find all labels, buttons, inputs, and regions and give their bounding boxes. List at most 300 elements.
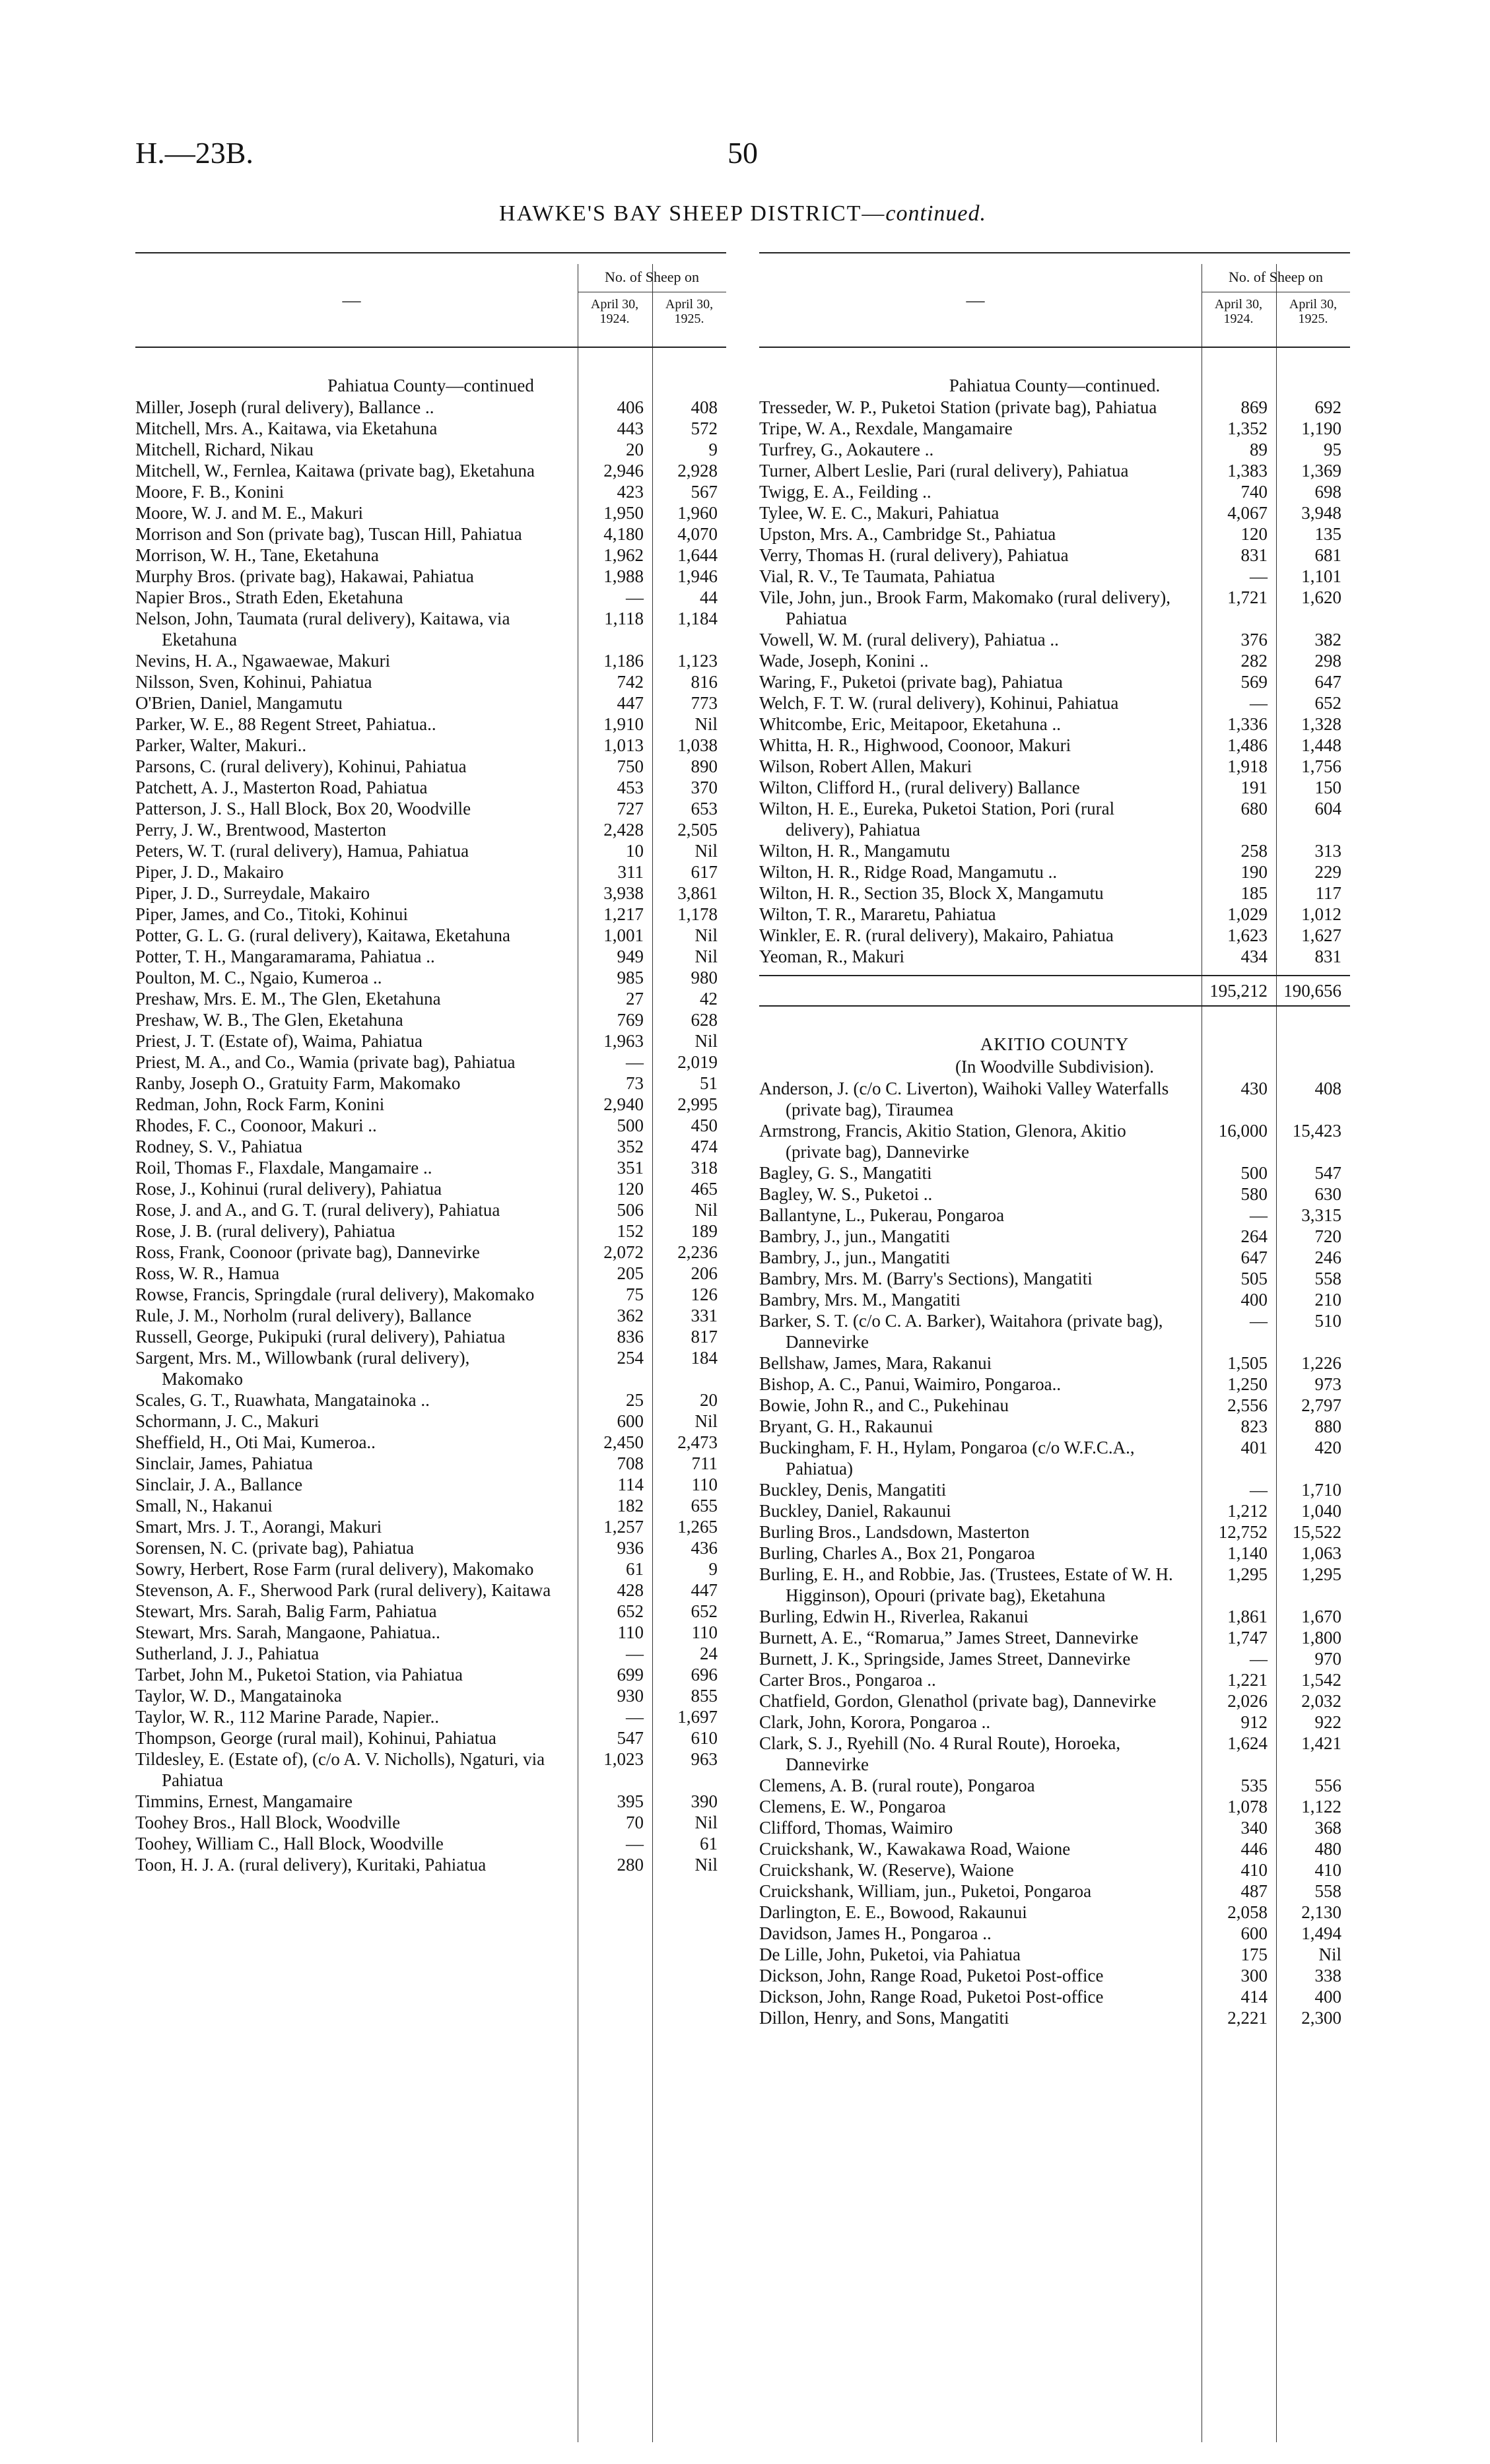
sheep-1924: 985 xyxy=(617,968,644,987)
sheep-1924: 1,001 xyxy=(603,925,644,945)
sheep-1925: 855 xyxy=(691,1686,718,1706)
table-row xyxy=(135,1136,726,1157)
table-row xyxy=(759,882,1350,904)
sheep-1924: 185 xyxy=(1240,883,1268,903)
sheep-1924: 1,336 xyxy=(1227,714,1268,734)
header-1924: April 30, 1924. xyxy=(590,297,639,326)
table-body xyxy=(135,348,726,1875)
sheep-1924: 836 xyxy=(617,1327,644,1347)
sheep-1924: 443 xyxy=(617,418,644,438)
table-row xyxy=(759,946,1350,967)
sheep-1925: 1,040 xyxy=(1301,1501,1341,1521)
table-row xyxy=(759,1268,1350,1289)
owner-name: Rodney, S. V., Pahiatua xyxy=(135,1137,303,1156)
table-row xyxy=(759,1120,1350,1162)
sheep-1925: 408 xyxy=(691,397,718,417)
sheep-1924: — xyxy=(626,1052,644,1072)
sheep-1925: 652 xyxy=(1314,693,1341,713)
table-row xyxy=(135,840,726,861)
table-row xyxy=(135,1748,726,1791)
table-row xyxy=(135,1812,726,1833)
owner-name: Vile, John, jun., Brook Farm, Makomako (rural delivery), Pahiatua xyxy=(759,587,1171,628)
header-dash: — xyxy=(342,290,361,311)
owner-name: Whitcombe, Eric, Meitapoor, Eketahuna .. xyxy=(759,714,1062,734)
sheep-1924: 453 xyxy=(617,778,644,797)
table-row xyxy=(759,714,1350,735)
table-row xyxy=(135,1009,726,1030)
owner-name: Toohey, William C., Hall Block, Woodville xyxy=(135,1834,444,1853)
table-row xyxy=(135,545,726,566)
sheep-1924: 1,257 xyxy=(603,1517,644,1537)
sheep-1924: — xyxy=(1250,1311,1268,1331)
sheep-1925: 711 xyxy=(691,1453,718,1473)
owner-name: Anderson, J. (c/o C. Liverton), Waihoki Valley Waterfalls (private bag), Tiraumea xyxy=(759,1079,1169,1119)
owner-name: Wilton, T. R., Mararetu, Pahiatua xyxy=(759,904,996,924)
owner-name: Toon, H. J. A. (rural delivery), Kuritaki, Pahiatua xyxy=(135,1855,487,1875)
sheep-1924: 191 xyxy=(1240,778,1268,797)
sheep-1925: 313 xyxy=(1314,841,1341,861)
header-1925: April 30, 1925. xyxy=(1289,297,1338,326)
owner-name: Ross, Frank, Coonoor (private bag), Dannevirke xyxy=(135,1242,480,1262)
table-row xyxy=(135,925,726,946)
owner-name: Wade, Joseph, Konini .. xyxy=(759,651,929,671)
sheep-1924: — xyxy=(626,587,644,607)
sheep-1924: 506 xyxy=(617,1200,644,1220)
table-row xyxy=(135,1389,726,1411)
sheep-1924: 73 xyxy=(626,1073,644,1093)
sheep-1924: 75 xyxy=(626,1284,644,1304)
page-header xyxy=(135,135,1350,188)
owner-name: Schormann, J. C., Makuri xyxy=(135,1411,320,1431)
sheep-1924: 2,450 xyxy=(603,1432,644,1452)
sheep-1925: 692 xyxy=(1314,397,1341,417)
sheep-1924: 652 xyxy=(617,1601,644,1621)
sheep-1924: 1,962 xyxy=(603,545,644,565)
owner-name: Potter, G. L. G. (rural delivery), Kaitawa, Eketahuna xyxy=(135,925,510,945)
sheep-1924: 1,078 xyxy=(1227,1797,1268,1816)
sheep-1925: 318 xyxy=(691,1158,718,1178)
owner-name: Darlington, E. E., Bowood, Rakaunui xyxy=(759,1902,1027,1922)
sheep-1925: 117 xyxy=(1315,883,1341,903)
sheep-1925: 880 xyxy=(1314,1416,1341,1436)
sheep-1925: 298 xyxy=(1314,651,1341,671)
sheep-1925: 408 xyxy=(1314,1079,1341,1098)
owner-name: Upston, Mrs. A., Cambridge St., Pahiatua xyxy=(759,524,1056,544)
owner-name: Rose, J., Kohinui (rural delivery), Pahiatua xyxy=(135,1179,442,1199)
table-row xyxy=(135,566,726,587)
sheep-1925: 1,178 xyxy=(677,904,718,924)
sheep-1924: 110 xyxy=(617,1622,644,1642)
table-row xyxy=(135,1558,726,1580)
table-row xyxy=(759,1437,1350,1479)
owner-name: Poulton, M. C., Ngaio, Kumeroa .. xyxy=(135,968,382,987)
sheep-1925: 15,522 xyxy=(1292,1522,1341,1542)
owner-name: Burling, E. H., and Robbie, Jas. (Trustees, Estate of W. H. Higginson), Opouri (private bag), Eketahuna xyxy=(759,1564,1173,1605)
sheep-1925: 42 xyxy=(700,989,718,1009)
document-reference: H.—23B. xyxy=(135,136,254,170)
table-row xyxy=(759,1205,1350,1226)
sheep-1924: 300 xyxy=(1240,1966,1268,1985)
sheep-1925: 572 xyxy=(691,418,718,438)
owner-name: Patterson, J. S., Hall Block, Box 20, Woodville xyxy=(135,799,471,818)
sheep-1925: 1,122 xyxy=(1301,1797,1341,1816)
table-row xyxy=(759,777,1350,798)
owner-name: Roil, Thomas F., Flaxdale, Mangamaire .. xyxy=(135,1158,432,1178)
sheep-1925: 206 xyxy=(691,1263,718,1283)
sheep-1925: Nil xyxy=(694,841,718,861)
owner-name: Preshaw, W. B., The Glen, Eketahuna xyxy=(135,1010,403,1030)
table-row xyxy=(135,1199,726,1220)
left-column xyxy=(135,264,726,2442)
sheep-1924: 1,747 xyxy=(1227,1628,1268,1648)
sheep-1925: 368 xyxy=(1314,1818,1341,1838)
owner-name: Sinclair, James, Pahiatua xyxy=(135,1453,313,1473)
sheep-1924: 1,118 xyxy=(604,609,644,628)
owner-name: Taylor, W. R., 112 Marine Parade, Napier.. xyxy=(135,1707,440,1727)
owner-name: Taylor, W. D., Mangatainoka xyxy=(135,1686,342,1706)
owner-name: Rule, J. M., Norholm (rural delivery), Ballance xyxy=(135,1306,472,1325)
owner-name: Small, N., Hakanui xyxy=(135,1496,273,1515)
sheep-1925: 1,328 xyxy=(1301,714,1341,734)
sheep-1924: 340 xyxy=(1240,1818,1268,1838)
table-row xyxy=(135,1263,726,1284)
owner-name: Patchett, A. J., Masterton Road, Pahiatua xyxy=(135,778,428,797)
sheep-1925: Nil xyxy=(694,714,718,734)
table-row xyxy=(135,1643,726,1664)
sheep-1924: 500 xyxy=(617,1115,644,1135)
sheep-1925: 1,421 xyxy=(1301,1733,1341,1753)
sheep-1924: 699 xyxy=(617,1665,644,1684)
sheep-1925: 450 xyxy=(691,1115,718,1135)
sheep-1924: 1,721 xyxy=(1227,587,1268,607)
sheep-1925: 110 xyxy=(691,1622,718,1642)
sheep-1925: 210 xyxy=(1314,1290,1341,1310)
sheep-1924: 1,624 xyxy=(1227,1733,1268,1753)
table-row xyxy=(135,1157,726,1178)
table-row xyxy=(759,1669,1350,1690)
header-dash: — xyxy=(966,290,985,311)
table-row xyxy=(135,650,726,671)
sheep-1924: 434 xyxy=(1240,947,1268,966)
owner-name: Tresseder, W. P., Puketoi Station (private bag), Pahiatua xyxy=(759,397,1157,417)
owner-name: Dillon, Henry, and Sons, Mangatiti xyxy=(759,2008,1009,2028)
owner-name: Turner, Albert Leslie, Pari (rural delivery), Pahiatua xyxy=(759,461,1129,481)
table-row xyxy=(135,481,726,502)
sheep-1925: 1,063 xyxy=(1301,1543,1341,1563)
sheep-1925: 44 xyxy=(700,587,718,607)
sheep-1924: 1,140 xyxy=(1227,1543,1268,1563)
sheep-1925: 652 xyxy=(691,1601,718,1621)
sheep-1924: — xyxy=(626,1644,644,1663)
owner-name: Napier Bros., Strath Eden, Eketahuna xyxy=(135,587,403,607)
sheep-1924: 114 xyxy=(617,1475,644,1494)
table-header xyxy=(759,264,1350,348)
owner-name: Timmins, Ernest, Mangamaire xyxy=(135,1791,353,1811)
sheep-1924: 175 xyxy=(1240,1945,1268,1964)
sheep-1924: 1,221 xyxy=(1227,1670,1268,1690)
sheep-1924: 2,428 xyxy=(603,820,644,840)
table-row xyxy=(759,566,1350,587)
sheep-1925: 1,448 xyxy=(1301,735,1341,755)
table-row xyxy=(135,1601,726,1622)
akitio-county-heading: AKITIO COUNTY xyxy=(980,1034,1130,1054)
sheep-1924: 152 xyxy=(617,1221,644,1241)
table-row xyxy=(759,1521,1350,1543)
sheep-1924: 869 xyxy=(1240,397,1268,417)
owner-name: Smart, Mrs. J. T., Aorangi, Makuri xyxy=(135,1517,382,1537)
table-row xyxy=(135,1432,726,1453)
owner-name: Nilsson, Sven, Kohinui, Pahiatua xyxy=(135,672,372,692)
owner-name: Vowell, W. M. (rural delivery), Pahiatua .. xyxy=(759,630,1059,649)
sheep-1924: 1,910 xyxy=(603,714,644,734)
owner-name: Burling Bros., Landsdown, Masterton xyxy=(759,1522,1030,1542)
table-row xyxy=(759,1965,1350,1986)
sheep-1924: 2,946 xyxy=(603,461,644,481)
owner-name: Priest, M. A., and Co., Wamia (private bag), Pahiatua xyxy=(135,1052,516,1072)
top-rule-left xyxy=(135,252,726,253)
header-1924: April 30, 1924. xyxy=(1214,297,1263,326)
sheep-1925: 1,697 xyxy=(677,1707,718,1727)
sheep-1925: 2,236 xyxy=(677,1242,718,1262)
sheep-1925: Nil xyxy=(694,925,718,945)
sheep-1925: 2,505 xyxy=(677,820,718,840)
table-row xyxy=(759,481,1350,502)
sheep-1924: 600 xyxy=(1240,1923,1268,1943)
sheep-1924: 831 xyxy=(1240,545,1268,565)
sheep-1924: 70 xyxy=(626,1813,644,1832)
title-continued: continued. xyxy=(885,201,986,226)
sheep-1925: Nil xyxy=(694,1411,718,1431)
sheep-1924: 120 xyxy=(617,1179,644,1199)
sheep-1925: 1,644 xyxy=(677,545,718,565)
sheep-1924: 1,861 xyxy=(1227,1607,1268,1626)
table-row xyxy=(759,671,1350,692)
owner-name: Parker, W. E., 88 Regent Street, Pahiatua.. xyxy=(135,714,436,734)
sheep-1925: 382 xyxy=(1314,630,1341,649)
owner-name: Tylee, W. E. C., Makuri, Pahiatua xyxy=(759,503,999,523)
owner-name: Mitchell, W., Fernlea, Kaitawa (private bag), Eketahuna xyxy=(135,461,535,481)
owner-name: Perry, J. W., Brentwood, Masterton xyxy=(135,820,386,840)
sheep-1924: 2,940 xyxy=(603,1094,644,1114)
sheep-1925: 547 xyxy=(1314,1163,1341,1183)
table-row xyxy=(135,587,726,608)
owner-name: Turfrey, G., Aokautere .. xyxy=(759,440,934,459)
owner-name: Waring, F., Puketoi (private bag), Pahiatua xyxy=(759,672,1063,692)
owner-name: Nelson, John, Taumata (rural delivery), Kaitawa, via Eketahuna xyxy=(135,609,510,649)
table-row xyxy=(759,1352,1350,1374)
sheep-1925: 831 xyxy=(1314,947,1341,966)
table-row xyxy=(759,1289,1350,1310)
table-row xyxy=(135,1242,726,1263)
sheep-1925: 189 xyxy=(691,1221,718,1241)
sheep-1925: 655 xyxy=(691,1496,718,1515)
sheep-1924: 2,556 xyxy=(1227,1395,1268,1415)
owner-name: Thompson, George (rural mail), Kohinui, Pahiatua xyxy=(135,1728,496,1748)
owner-name: Barker, S. T. (c/o C. A. Barker), Waitahora (private bag), Dannevirke xyxy=(759,1311,1163,1352)
owner-name: Rowse, Francis, Springdale (rural delivery), Makomako xyxy=(135,1284,535,1304)
owner-name: Stewart, Mrs. Sarah, Balig Farm, Pahiatua xyxy=(135,1601,437,1621)
owner-name: Burnett, A. E., “Romarua,” James Street, Dannevirke xyxy=(759,1628,1139,1648)
owner-name: Piper, J. D., Makairo xyxy=(135,862,284,882)
owner-name: Bellshaw, James, Mara, Rakanui xyxy=(759,1353,992,1373)
sheep-1925: 1,226 xyxy=(1301,1353,1341,1373)
owner-name: Cruickshank, W., Kawakawa Road, Waione xyxy=(759,1839,1071,1859)
sheep-1925: 1,265 xyxy=(677,1517,718,1537)
table-row xyxy=(135,904,726,925)
owner-name: Tripe, W. A., Rexdale, Mangamaire xyxy=(759,418,1013,438)
owner-name: Piper, J. D., Surreydale, Makairo xyxy=(135,883,370,903)
table-row xyxy=(135,1516,726,1537)
table-row xyxy=(759,840,1350,861)
table-row xyxy=(135,777,726,798)
table-row xyxy=(759,1944,1350,1965)
sheep-1925: 4,070 xyxy=(677,524,718,544)
table-row xyxy=(759,1416,1350,1437)
sheep-1924: — xyxy=(1250,1649,1268,1669)
owner-name: Nevins, H. A., Ngawaewae, Makuri xyxy=(135,651,391,671)
owner-name: Stewart, Mrs. Sarah, Mangaone, Pahiatua.. xyxy=(135,1622,440,1642)
owner-name: Chatfield, Gordon, Glenathol (private bag), Dannevirke xyxy=(759,1691,1157,1711)
owner-name: Bowie, John R., and C., Pukehinau xyxy=(759,1395,1009,1415)
sheep-1925: 604 xyxy=(1314,799,1341,818)
sheep-1924: 362 xyxy=(617,1306,644,1325)
owner-name: Bambry, J., jun., Mangatiti xyxy=(759,1226,951,1246)
owner-name: Clark, John, Korora, Pongaroa .. xyxy=(759,1712,991,1732)
owner-name: Buckley, Daniel, Rakaunui xyxy=(759,1501,951,1521)
table-row xyxy=(135,756,726,777)
table-row xyxy=(759,1078,1350,1120)
table-row xyxy=(135,397,726,418)
table-row xyxy=(135,1833,726,1854)
sheep-1924: 1,950 xyxy=(603,503,644,523)
sheep-1925: 1,670 xyxy=(1301,1607,1341,1626)
owner-name: Armstrong, Francis, Akitio Station, Glenora, Akitio (private bag), Dannevirke xyxy=(759,1121,1126,1162)
table-row xyxy=(135,1685,726,1706)
sheep-1925: 465 xyxy=(691,1179,718,1199)
sheep-1924: 10 xyxy=(626,841,644,861)
owner-name: Burling, Charles A., Box 21, Pongaroa xyxy=(759,1543,1035,1563)
sheep-1925: 1,101 xyxy=(1301,566,1341,586)
sheep-1924: 280 xyxy=(617,1855,644,1875)
sheep-1925: 370 xyxy=(691,778,718,797)
sheep-1924: 680 xyxy=(1240,799,1268,818)
sheep-1924: 1,212 xyxy=(1227,1501,1268,1521)
sheep-1925: 970 xyxy=(1314,1649,1341,1669)
owner-name: Murphy Bros. (private bag), Hakawai, Pahiatua xyxy=(135,566,474,586)
sheep-1925: 95 xyxy=(1324,440,1341,459)
total-row xyxy=(759,975,1350,1007)
sheep-1924: 120 xyxy=(1240,524,1268,544)
sheep-1925: 610 xyxy=(691,1728,718,1748)
table-row xyxy=(759,1986,1350,2007)
table-row xyxy=(759,692,1350,714)
sheep-1925: 773 xyxy=(691,693,718,713)
sheep-1924: 1,988 xyxy=(603,566,644,586)
sheep-1925: 1,190 xyxy=(1301,418,1341,438)
sheep-1924: 311 xyxy=(617,862,644,882)
table-row xyxy=(759,1838,1350,1859)
owner-name: Peters, W. T. (rural delivery), Hamua, Pahiatua xyxy=(135,841,469,861)
table-row xyxy=(135,735,726,756)
table-row xyxy=(135,1411,726,1432)
sheep-1924: 1,029 xyxy=(1227,904,1268,924)
owner-name: Verry, Thomas H. (rural delivery), Pahiatua xyxy=(759,545,1069,565)
sheep-1924: 190 xyxy=(1240,862,1268,882)
table-row xyxy=(135,1305,726,1326)
sheep-1925: 1,620 xyxy=(1301,587,1341,607)
sheep-1924: 4,180 xyxy=(603,524,644,544)
table-row xyxy=(759,1817,1350,1838)
table-row xyxy=(135,1537,726,1558)
sheep-1924: — xyxy=(1250,566,1268,586)
sheep-1925: 2,797 xyxy=(1301,1395,1341,1415)
sheep-1924: 1,023 xyxy=(603,1749,644,1769)
sheep-1924: 912 xyxy=(1240,1712,1268,1732)
owner-name: Rhodes, F. C., Coonoor, Makuri .. xyxy=(135,1115,377,1135)
table-row xyxy=(135,1580,726,1601)
sheep-1925: 338 xyxy=(1314,1966,1341,1985)
sheep-1925: 410 xyxy=(1314,1860,1341,1880)
sheep-1925: 816 xyxy=(691,672,718,692)
table-row xyxy=(759,397,1350,418)
sheep-1925: 647 xyxy=(1314,672,1341,692)
sheep-1925: 51 xyxy=(700,1073,718,1093)
table-row xyxy=(759,1690,1350,1712)
sheep-1924: 647 xyxy=(1240,1248,1268,1267)
sheep-1925: 1,123 xyxy=(677,651,718,671)
sheep-1924: 3,938 xyxy=(603,883,644,903)
sheep-1925: 698 xyxy=(1314,482,1341,502)
owner-name: Ballantyne, L., Pukerau, Pongaroa xyxy=(759,1205,1005,1225)
sheep-1925: Nil xyxy=(694,1813,718,1832)
section-heading: Pahiatua County—continued xyxy=(327,376,534,395)
owner-name: Buckley, Denis, Mangatiti xyxy=(759,1480,947,1500)
owner-name: Vial, R. V., Te Taumata, Pahiatua xyxy=(759,566,996,586)
sheep-1924: 1,013 xyxy=(603,735,644,755)
sheep-1924: 205 xyxy=(617,1263,644,1283)
table-row xyxy=(759,1606,1350,1627)
owner-name: Clemens, E. W., Pongaroa xyxy=(759,1797,946,1816)
table-row xyxy=(759,1183,1350,1205)
owner-name: Mitchell, Richard, Nikau xyxy=(135,440,314,459)
table-row xyxy=(135,608,726,650)
owner-name: Whitta, H. R., Highwood, Coonoor, Makuri xyxy=(759,735,1071,755)
sheep-1924: 446 xyxy=(1240,1839,1268,1859)
table-row xyxy=(135,967,726,988)
sheep-1925: 628 xyxy=(691,1010,718,1030)
owner-name: Wilton, H. R., Ridge Road, Mangamutu .. xyxy=(759,862,1058,882)
sheep-1925: 1,710 xyxy=(1301,1480,1341,1500)
sheep-1925: 558 xyxy=(1314,1881,1341,1901)
sheep-1924: 1,352 xyxy=(1227,418,1268,438)
sheep-1924: 20 xyxy=(626,440,644,459)
sheep-1924: 1,963 xyxy=(603,1031,644,1051)
sheep-1924: 447 xyxy=(617,693,644,713)
sheep-1925: 2,032 xyxy=(1301,1691,1341,1711)
sheep-1925: 480 xyxy=(1314,1839,1341,1859)
sheep-1925: Nil xyxy=(694,1200,718,1220)
sheep-1925: 436 xyxy=(691,1538,718,1558)
sheep-1924: 569 xyxy=(1240,672,1268,692)
sheep-1924: 949 xyxy=(617,947,644,966)
sheep-1924: 1,250 xyxy=(1227,1374,1268,1394)
table-row xyxy=(759,523,1350,545)
owner-name: Twigg, E. A., Feilding .. xyxy=(759,482,931,502)
sheep-1924: 505 xyxy=(1240,1269,1268,1288)
table-row xyxy=(135,1791,726,1812)
sheep-1925: 126 xyxy=(691,1284,718,1304)
section-heading: Pahiatua County—continued. xyxy=(949,376,1161,395)
